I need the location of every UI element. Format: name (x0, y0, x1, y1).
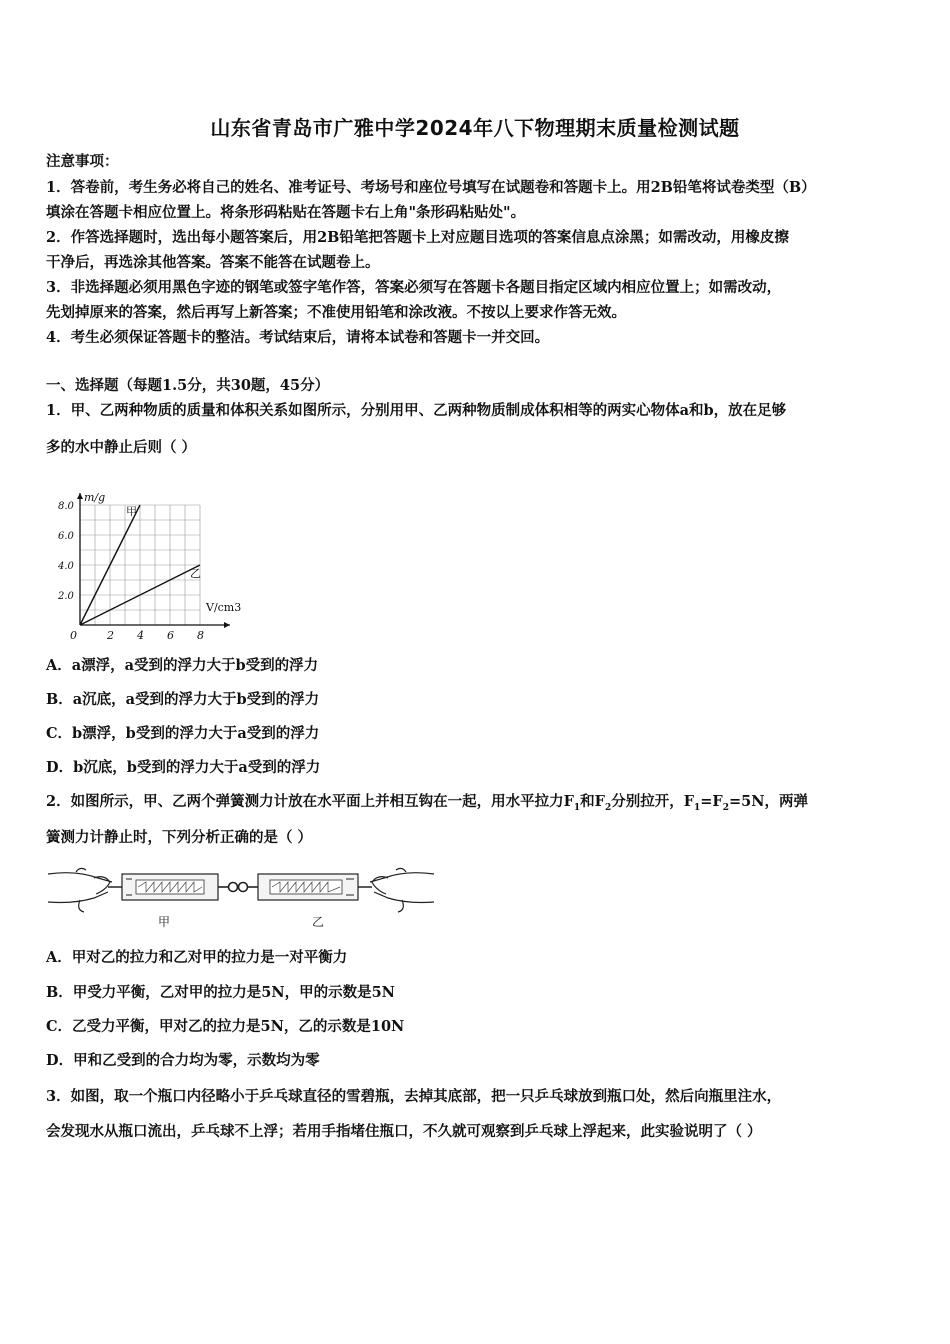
hooks-connection (218, 883, 258, 892)
label-yi: 乙 (312, 915, 325, 929)
spring-scale-jia (122, 874, 218, 900)
q1-option-a: A．a漂浮，a受到的浮力大于b受到的浮力 (46, 657, 319, 674)
notice-line: 填涂在答题卡相应位置上。将条形码粘贴在答题卡右上角"条形码粘贴处"。 (46, 204, 526, 221)
y-axis-label: m/g (84, 491, 106, 504)
mass-volume-chart (46, 470, 256, 642)
q2-option-a: A．甲对乙的拉力和乙对甲的拉力是一对平衡力 (46, 949, 348, 966)
spring-scales-figure (46, 860, 436, 932)
q2-option-d: D．甲和乙受到的合力均为零，示数均为零 (46, 1052, 320, 1069)
q1-stem-line1: 1．甲、乙两种物质的质量和体积关系如图所示，分别用甲、乙两种物质制成体积相等的两实心物体a和b，放在足够 (46, 402, 787, 419)
chart-grid (80, 505, 200, 625)
notice-line: 2．作答选择题时，选出每小题答案后，用2B铅笔把答题卡上对应题目选项的答案信息点涂黑；如需改动，用橡皮擦 (46, 229, 789, 246)
y-axis-arrow (77, 493, 83, 499)
y-tick-label: 6.0 (58, 531, 74, 542)
notice-line: 4．考生必须保证答题卡的整洁。考试结束后，请将本试卷和答题卡一并交回。 (46, 329, 550, 346)
q3-stem-line2: 会发现水从瓶口流出，乒乓球不上浮；若用手指堵住瓶口，不久就可观察到乒乓球上浮起来，此实验说明了（ ） (46, 1123, 762, 1140)
notice-line: 3．非选择题必须用黑色字迹的钢笔或签字笔作答，答案必须写在答题卡各题目指定区域内相应位置上；如需改动， (46, 279, 782, 296)
q1-stem-line2: 多的水中静止后则（ ） (46, 439, 197, 456)
q1-option-b: B．a沉底，a受到的浮力大于b受到的浮力 (46, 691, 320, 708)
x-axis-label: V/cm3 (206, 601, 242, 614)
q1-option-c: C．b漂浮，b受到的浮力大于a受到的浮力 (46, 725, 320, 742)
y-tick-label: 8.0 (58, 501, 74, 512)
left-hand-figure (48, 868, 112, 912)
q2-option-b: B．甲受力平衡，乙对甲的拉力是5N，甲的示数是5N (46, 984, 395, 1001)
x-tick-label: 6 (167, 629, 174, 642)
x-tick-label: 4 (137, 629, 144, 642)
q2-option-c: C．乙受力平衡，甲对乙的拉力是5N，乙的示数是10N (46, 1018, 405, 1035)
chart-axes (57, 491, 241, 642)
y-tick-label: 4.0 (58, 561, 74, 572)
y-tick-label: 2.0 (58, 591, 74, 602)
q2-stem-line1: 2．如图所示，甲、乙两个弹簧测力计放在水平面上并相互钩在一起，用水平拉力$F_1$和$F_2$分别拉开，$F_1=F_2=5N$，两弹 (46, 793, 808, 813)
q1-option-d: D．b沉底，b受到的浮力大于a受到的浮力 (46, 759, 321, 776)
exam-title: 山东省青岛市广雅中学2024年八下物理期末质量检测试题 (210, 116, 740, 140)
x-axis-arrow (224, 622, 230, 628)
spring-scale-yi (258, 874, 358, 900)
notice-line: 干净后，再选涂其他答案。答案不能答在试题卷上。 (46, 254, 380, 271)
label-jia: 甲 (158, 915, 171, 929)
notice-line: 先划掉原来的答案，然后再写上新答案；不准使用铅笔和涂改液。不按以上要求作答无效。 (46, 304, 626, 321)
notice-heading: 注意事项： (46, 153, 119, 170)
q2-stem-line2: 簧测力计静止时，下列分析正确的是（ ） (46, 829, 313, 846)
series-label: 乙 (190, 567, 201, 580)
section-heading: 一、选择题（每题1.5分，共30题，45分） (46, 377, 330, 394)
notice-line: 1．答卷前，考生务必将自己的姓名、准考证号、考场号和座位号填写在试题卷和答题卡上。用2B铅笔将试卷类型（B） (46, 179, 816, 196)
x-tick-label: 2 (107, 629, 114, 642)
x-tick-label: 8 (197, 629, 204, 642)
x-tick-label: 0 (70, 629, 77, 642)
q3-stem-line1: 3．如图，取一个瓶口内径略小于乒乓球直径的雪碧瓶，去掉其底部，把一只乒乓球放到瓶口处，然后向瓶里注水， (46, 1088, 782, 1105)
series-label: 甲 (126, 505, 137, 518)
right-hand-figure (370, 868, 434, 912)
